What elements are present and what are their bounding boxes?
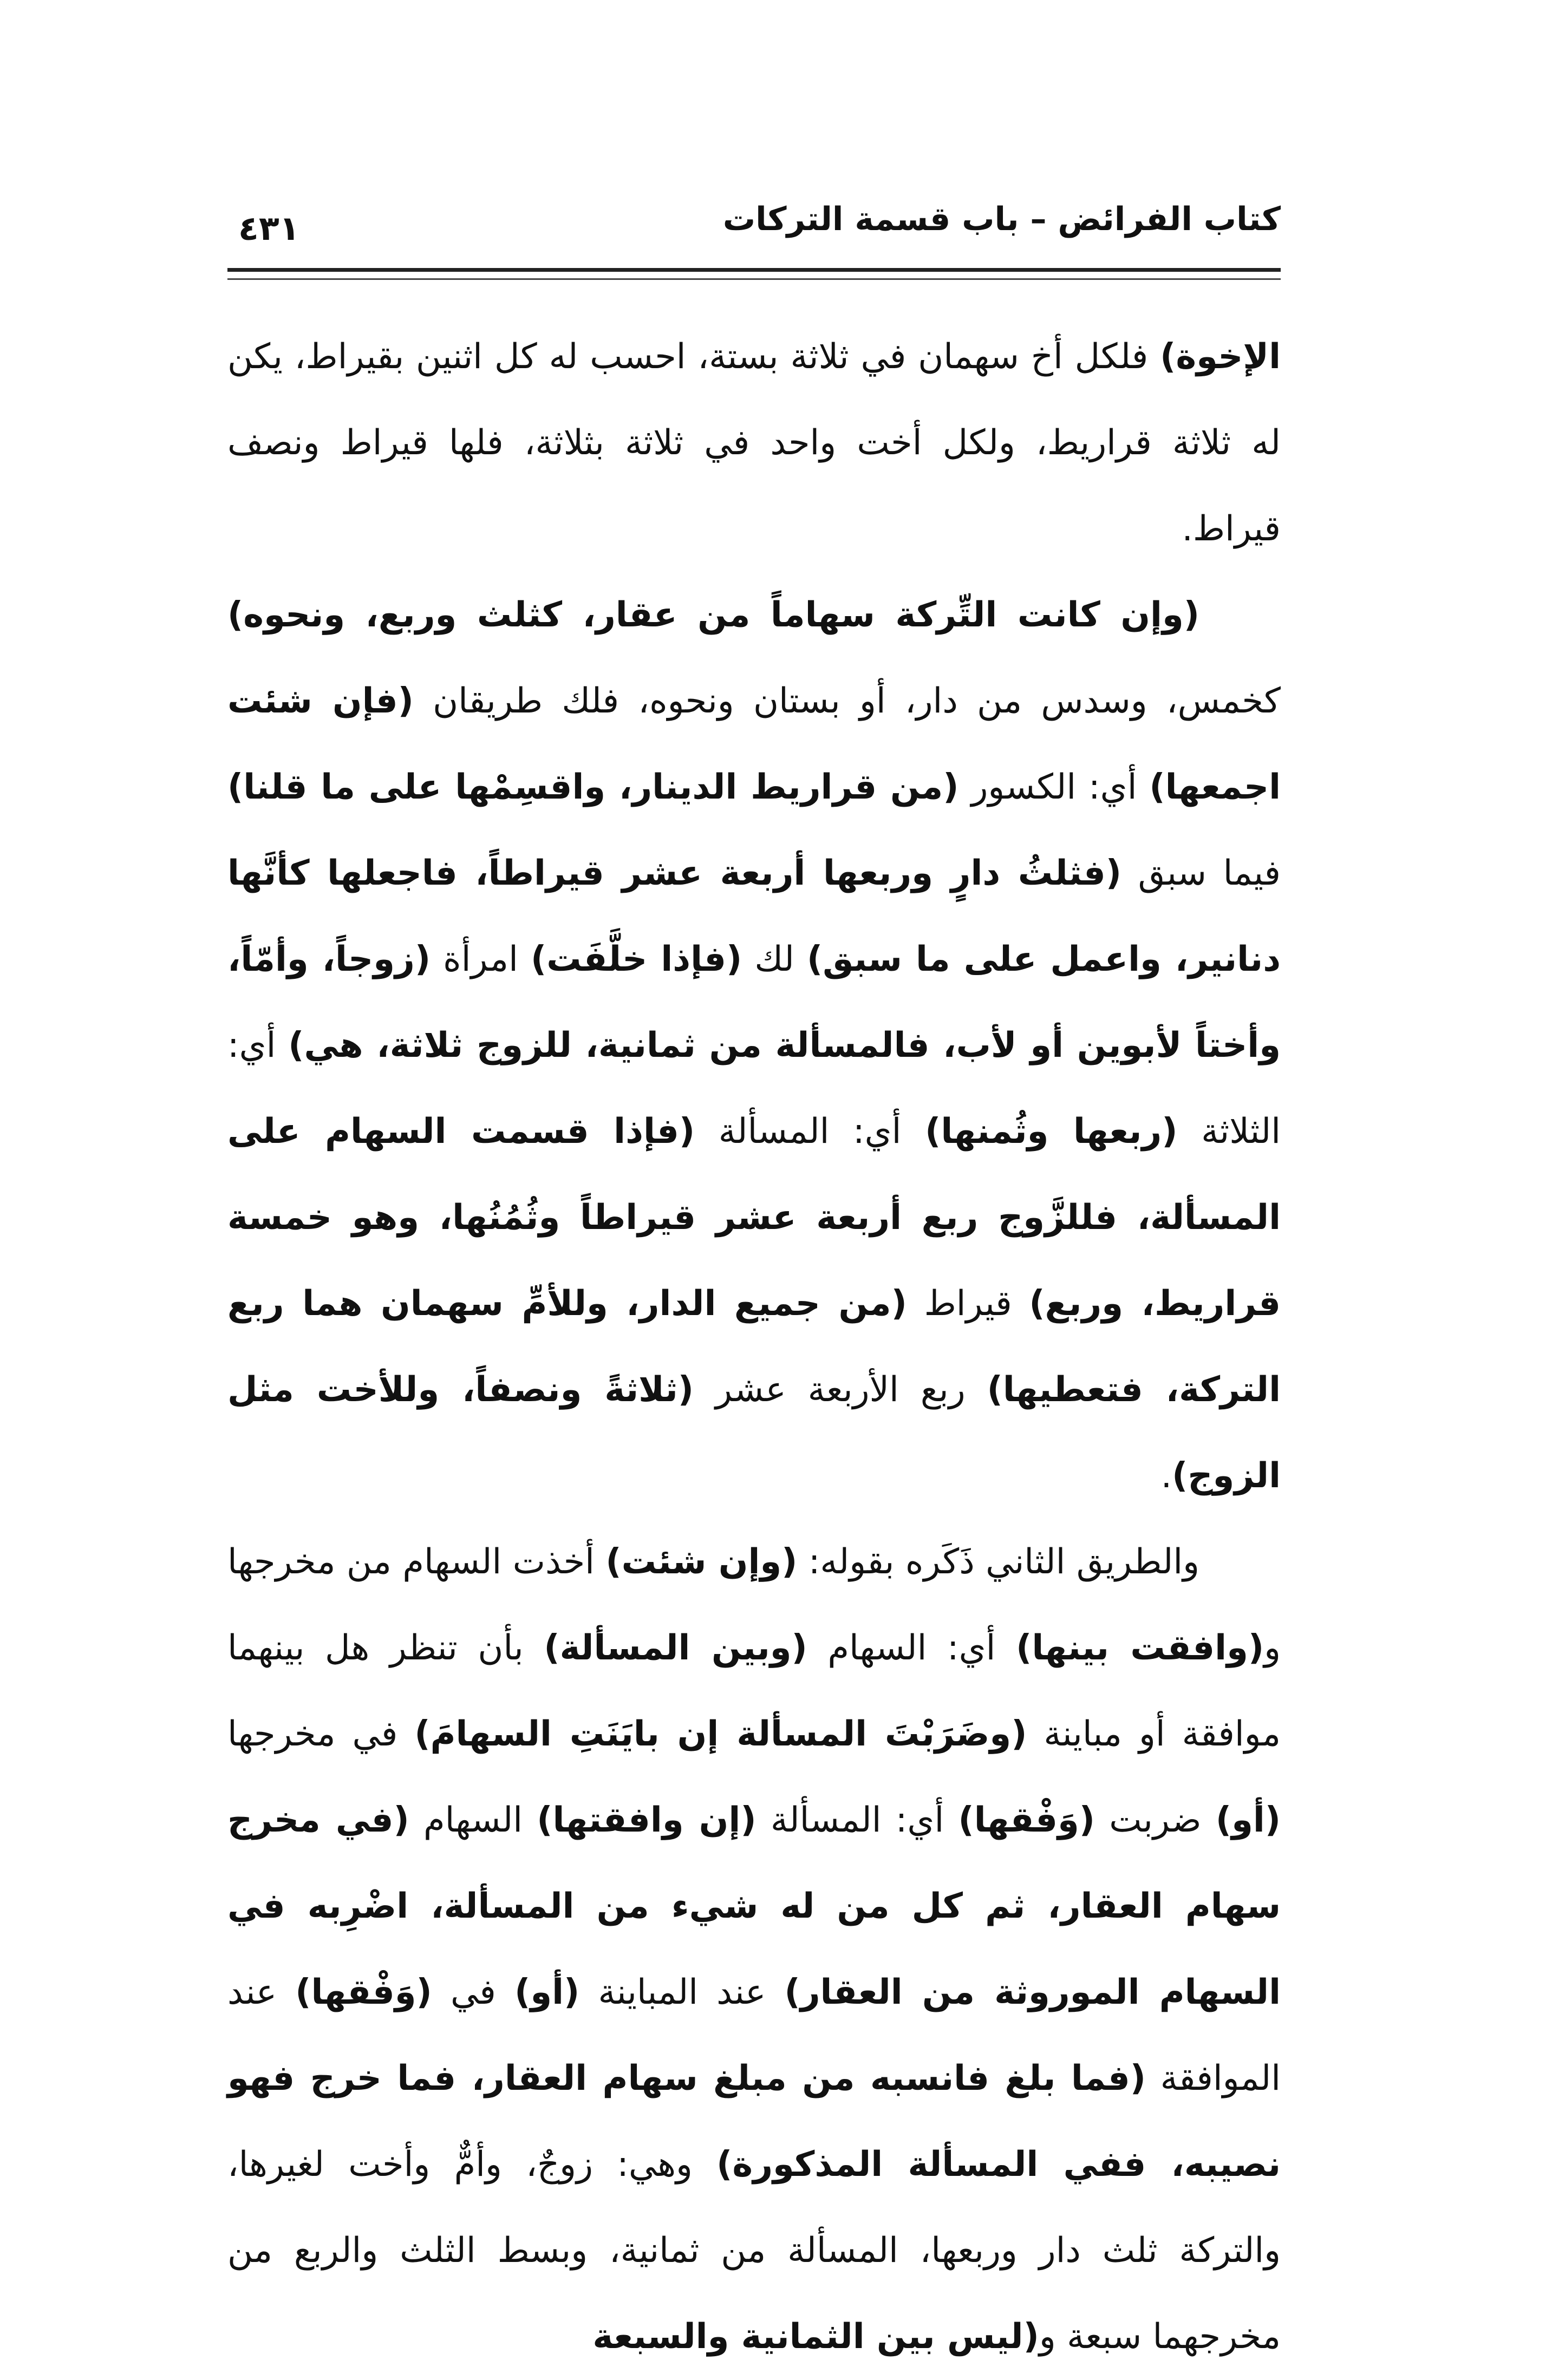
matn-text: (فإذا قسمت السهام على المسألة، فللزَّوج ربع أربعة عشر قيراطاً وثُمُنُها، وهو خمسة قراريط، وربع) bbox=[227, 1111, 1281, 1324]
matn-text: (ثلاثةً ونصفاً، وللأخت مثل الزوج) bbox=[227, 1370, 1281, 1496]
commentary-text: أي: المسألة bbox=[695, 1111, 925, 1152]
matn-text: (فإذا خلَّفَت) bbox=[530, 939, 742, 979]
matn-text: (إن وافقتها) bbox=[537, 1800, 757, 1840]
commentary-text: والطريق الثاني ذَكَره بقوله: bbox=[797, 1542, 1200, 1582]
commentary-text: أي: الثلاثة bbox=[227, 1025, 1281, 1152]
running-title: كتاب الفرائض – باب قسمة التركات bbox=[722, 200, 1281, 238]
matn-text: (أو) bbox=[514, 1972, 580, 2012]
commentary-text: في مخرجها bbox=[227, 1714, 415, 1754]
page-number: ٤٣١ bbox=[238, 208, 300, 248]
matn-text: (في مخرج سهام العقار، ثم كل من له شيء من المسألة، اضْرِبه في السهام الموروثة من العقار) bbox=[227, 1800, 1281, 2012]
commentary-text: السهام bbox=[409, 1800, 537, 1840]
commentary-text: عند الموافقة bbox=[227, 1972, 1281, 2098]
commentary-text: ضربت bbox=[1095, 1800, 1216, 1840]
page-header bbox=[227, 189, 1281, 276]
commentary-text: . bbox=[1160, 1456, 1172, 1496]
matn-text: (فإن شئت اجمعها) bbox=[227, 681, 1281, 807]
commentary-text: ربع الأربعة عشر bbox=[694, 1370, 987, 1410]
commentary-text: أي: الكسور bbox=[958, 767, 1150, 807]
commentary-text: قيراط bbox=[907, 1284, 1029, 1324]
commentary-text: عند المباينة bbox=[579, 1972, 785, 2012]
commentary-text: بأن تنظر هل بينهما موافقة أو مباينة bbox=[227, 1628, 1281, 1754]
header-rule-thin bbox=[227, 278, 1281, 280]
matn-text: (وافقت بينها) bbox=[1016, 1628, 1264, 1668]
commentary-text: وهي: زوجٌ، وأمٌّ وأخت لغيرها، والتركة ثلث دار وربعها، المسألة من ثمانية، وبسط الثلث والربع من مخرجهما سبعة و bbox=[227, 2144, 1281, 2357]
commentary-text: أي: المسألة bbox=[756, 1800, 958, 1840]
matn-text: (أو) bbox=[1215, 1800, 1281, 1840]
matn-text: (وَفْقها) bbox=[958, 1800, 1095, 1840]
matn-text: (ربعها وثُمنها) bbox=[925, 1111, 1178, 1152]
commentary-text: أخذت السهام من مخرجها و bbox=[227, 1542, 1281, 1668]
matn-text: الإخوة) bbox=[1160, 337, 1281, 377]
matn-text: (وضَرَبْتَ المسألة إن بايَنَتِ السهامَ) bbox=[414, 1714, 1027, 1754]
body-text bbox=[227, 314, 1281, 2380]
matn-text: (وبين المسألة) bbox=[544, 1628, 807, 1668]
commentary-text: كخمس، وسدس من دار، أو بستان ونحوه، فلك طريقان bbox=[413, 681, 1281, 721]
matn-text: (فثلثُ دارٍ وربعها أربعة عشر قيراطاً، فاجعلها كأنَّها دنانير، واعمل على ما سبق) bbox=[227, 853, 1281, 979]
commentary-text: فلكل أخ سهمان في ثلاثة بستة، احسب له كل اثنين بقيراط، يكن له ثلاثة قراريط، ولكل أخت واحد في ثلاثة بثلاثة، فلها قيراط ونصف قيراط. bbox=[227, 337, 1281, 549]
paragraph bbox=[227, 572, 1281, 1519]
matn-text: (فما بلغ فانسبه من مبلغ سهام العقار، فما خرج فهو نصيبه، ففي المسألة المذكورة) bbox=[227, 2058, 1281, 2185]
commentary-text: لك bbox=[742, 939, 807, 979]
matn-text: (وإن شئت) bbox=[605, 1542, 798, 1582]
matn-text: (من جميع الدار، وللأمِّ سهمان هما ربع التركة، فتعطيها) bbox=[227, 1284, 1281, 1410]
matn-text: (من قراريط الدينار، واقسِمْها على ما قلنا) bbox=[227, 767, 959, 807]
matn-text: (وَفْقها) bbox=[295, 1972, 432, 2012]
matn-text: (زوجاً، وأمّاً، وأختاً لأبوين أو لأب، فالمسألة من ثمانية، للزوج ثلاثة، هي) bbox=[227, 939, 1281, 1065]
commentary-text: فيما سبق bbox=[1121, 853, 1281, 893]
matn-text: (ليس بين الثمانية والسبعة bbox=[592, 2317, 1039, 2357]
paragraph bbox=[227, 314, 1281, 572]
header-rule-thick bbox=[227, 268, 1281, 272]
paragraph bbox=[227, 1519, 1281, 2380]
matn-text: (وإن كانت التِّركة سهاماً من عقار، كثلث وربع، ونحوه) bbox=[227, 595, 1199, 635]
commentary-text: امرأة bbox=[431, 939, 531, 979]
commentary-text: في bbox=[432, 1972, 515, 2012]
commentary-text: أي: السهام bbox=[807, 1628, 1016, 1668]
